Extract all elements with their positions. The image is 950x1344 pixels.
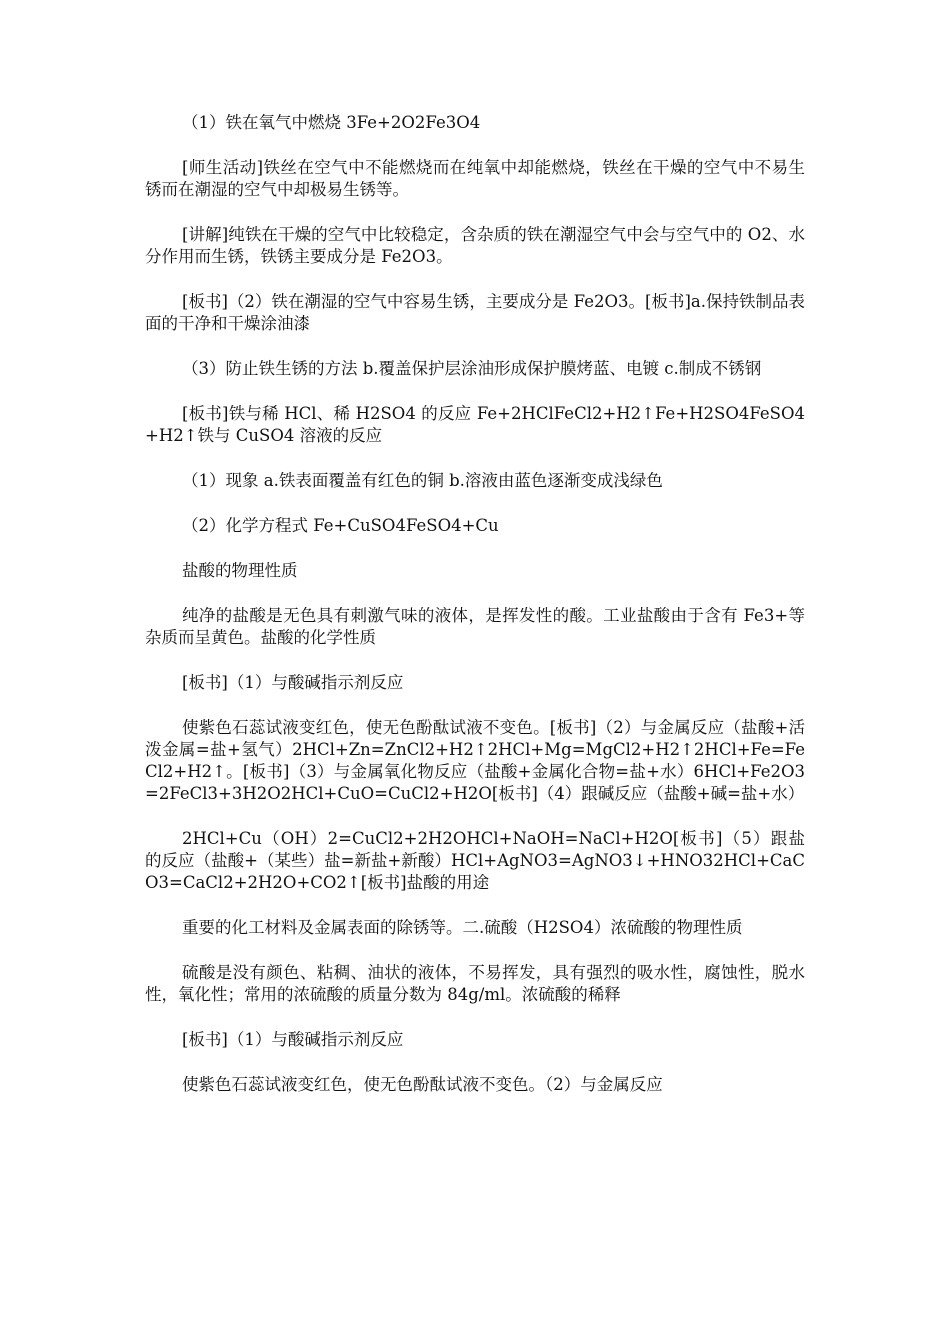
paragraph-board-indicator: [板书]（1）与酸碱指示剂反应: [182, 673, 404, 692]
paragraph-board-indicator-2: [板书]（1）与酸碱指示剂反应: [182, 1030, 404, 1049]
paragraph-explanation-rust: [讲解]纯铁在干燥的空气中比较稳定，含杂质的铁在潮湿空气中会与空气中的 O2、水分作用而生锈，铁锈主要成分是 Fe2O3。: [145, 225, 805, 266]
paragraph-iron-burning: （1）铁在氧气中燃烧 3Fe+2O2Fe3O4: [182, 113, 481, 132]
paragraph-sulfuric-physical: 硫酸是没有颜色、粘稠、油状的液体，不易挥发，具有强烈的吸水性，腐蚀性，脱水性，氧化性；常用的浓硫酸的质量分数为 84g/ml。浓硫酸的稀释: [145, 963, 805, 1004]
paragraph-iron-acid-reaction: [板书]铁与稀 HCl、稀 H2SO4 的反应 Fe+2HClFeCl2+H2↑Fe+H2SO4FeSO4+H2↑铁与 CuSO4 溶液的反应: [145, 404, 805, 445]
document-body: [145, 112, 805, 1119]
paragraph-hcl-base-salt: 2HCl+Cu（OH）2=CuCl2+2H2OHCl+NaOH=NaCl+H2O[板书]（5）跟盐的反应（盐酸+（某些）盐=新盐+新酸）HCl+AgNO3=AgNO3↓+HNO32HCl+CaCO3=CaCl2+2H2O+CO2↑[板书]盐酸的用途: [145, 829, 805, 892]
paragraph-rust-prevention: （3）防止铁生锈的方法 b.覆盖保护层涂油形成保护膜烤蓝、电镀 c.制成不锈钢: [182, 359, 762, 378]
paragraph-chemical-equation: （2）化学方程式 Fe+CuSO4FeSO4+Cu: [182, 516, 499, 535]
paragraph-hcl-physical-heading: 盐酸的物理性质: [182, 561, 298, 580]
paragraph-hcl-reactions: 使紫色石蕊试液变红色，使无色酚酞试液不变色。[板书]（2）与金属反应（盐酸+活泼金属=盐+氢气）2HCl+Zn=ZnCl2+H2↑2HCl+Mg=MgCl2+H2↑2HCl+Fe=FeCl2+H2↑。[板书]（3）与金属氧化物反应（盐酸+金属化合物=盐+水）6HCl+Fe2O3=2FeCl3+3H2O2HCl+CuO=CuCl2+H2O[板书]（4）跟碱反应（盐酸+碱=盐+水）: [145, 718, 805, 803]
paragraph-teacher-student-activity: [师生活动]铁丝在空气中不能燃烧而在纯氧中却能燃烧，铁丝在干燥的空气中不易生锈而在潮湿的空气中却极易生锈等。: [145, 158, 805, 199]
paragraph-phenomenon: （1）现象 a.铁表面覆盖有红色的铜 b.溶液由蓝色逐渐变成浅绿色: [182, 471, 663, 490]
paragraph-hcl-physical: 纯净的盐酸是无色具有刺激气味的液体，是挥发性的酸。工业盐酸由于含有 Fe3+等杂质而呈黄色。盐酸的化学性质: [145, 606, 805, 647]
paragraph-sulfuric-reactions: 使紫色石蕊试液变红色，使无色酚酞试液不变色。（2）与金属反应: [182, 1075, 663, 1094]
paragraph-board-rust: [板书]（2）铁在潮湿的空气中容易生锈，主要成分是 Fe2O3。[板书]a.保持铁制品表面的干净和干燥涂油漆: [145, 292, 805, 333]
paragraph-hcl-uses: 重要的化工材料及金属表面的除锈等。二.硫酸（H2SO4）浓硫酸的物理性质: [182, 918, 743, 937]
